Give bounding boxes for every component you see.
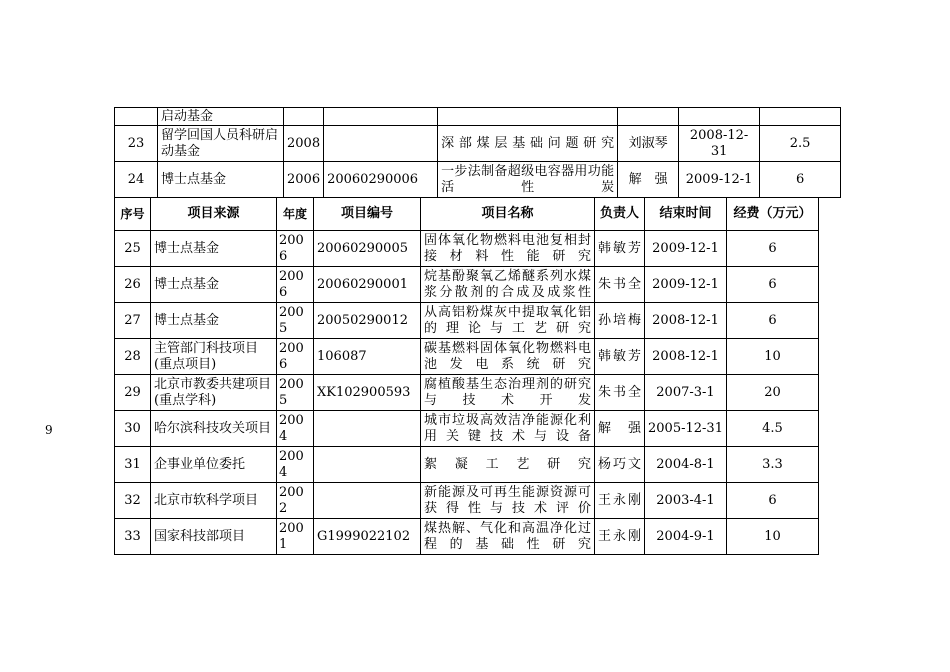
- table-row: [115, 108, 841, 126]
- cell-source: 北京市教委共建项目(重点学科): [151, 375, 277, 411]
- cell-code: [314, 411, 421, 447]
- cell-year: 2001: [277, 519, 314, 555]
- continued-table: [114, 107, 841, 198]
- cell-source: 博士点基金: [151, 267, 277, 303]
- cell-source: 企事业单位委托: [151, 447, 277, 483]
- cell-source: 留学回国人员科研启动基金: [158, 126, 284, 162]
- cell-year: 2004: [277, 411, 314, 447]
- cell-fund: 2.5: [760, 126, 841, 162]
- header-year: 年度: [277, 198, 314, 231]
- cell-year: 2006: [284, 162, 324, 198]
- table-row: [115, 483, 819, 519]
- cell-end: 2007-3-1: [645, 375, 727, 411]
- cell-no: 25: [115, 231, 151, 267]
- cell-source: 主管部门科技项目(重点项目): [151, 339, 277, 375]
- table-row: [115, 411, 819, 447]
- cell-code: [324, 126, 438, 162]
- header-source: 项目来源: [151, 198, 277, 231]
- cell-source: 国家科技部项目: [151, 519, 277, 555]
- cell-year: 2005: [277, 303, 314, 339]
- projects-table: [114, 197, 819, 555]
- cell-end: 2008-12-31: [679, 126, 760, 162]
- cell-source: 博士点基金: [151, 303, 277, 339]
- cell-no: 23: [115, 126, 158, 162]
- cell-leader: 王永刚: [595, 519, 645, 555]
- header-no: 序号: [115, 198, 151, 231]
- cell-fund: 6: [760, 162, 841, 198]
- cell-code: [314, 447, 421, 483]
- cell-leader: 刘淑琴: [618, 126, 679, 162]
- cell-no: 33: [115, 519, 151, 555]
- page-number: 9: [45, 423, 53, 437]
- table-row: [115, 126, 841, 162]
- cell-code: 20060290001: [314, 267, 421, 303]
- cell-fund: 3.3: [727, 447, 819, 483]
- cell-code: G1999022102: [314, 519, 421, 555]
- cell-year: 2002: [277, 483, 314, 519]
- cell-source: 哈尔滨科技攻关项目: [151, 411, 277, 447]
- cell-fund: 10: [727, 519, 819, 555]
- cell-source: 博士点基金: [151, 231, 277, 267]
- cell-name: 新能源及可再生能源资源可获得性与技术评价: [421, 483, 595, 519]
- cell-year: [284, 108, 324, 126]
- cell-leader: 韩敏芳: [595, 231, 645, 267]
- cell-fund: 6: [727, 303, 819, 339]
- cell-code: [314, 483, 421, 519]
- cell-name: 烷基酚聚氧乙烯醚系列水煤浆分散剂的合成及成浆性: [421, 267, 595, 303]
- cell-year: 2004: [277, 447, 314, 483]
- cell-no: 31: [115, 447, 151, 483]
- cell-no: 24: [115, 162, 158, 198]
- cell-name: 絮凝工艺研究: [421, 447, 595, 483]
- cell-leader: 杨巧文: [595, 447, 645, 483]
- header-name: 项目名称: [421, 198, 595, 231]
- header-leader: 负责人: [595, 198, 645, 231]
- cell-leader: [618, 108, 679, 126]
- cell-fund: 10: [727, 339, 819, 375]
- cell-source: 启动基金: [158, 108, 284, 126]
- cell-leader: 韩敏芳: [595, 339, 645, 375]
- cell-end: 2008-12-1: [645, 339, 727, 375]
- cell-code: 20060290005: [314, 231, 421, 267]
- cell-name: 从高铝粉煤灰中提取氧化铝的理论与工艺研究: [421, 303, 595, 339]
- cell-source: 北京市软科学项目: [151, 483, 277, 519]
- cell-code: 106087: [314, 339, 421, 375]
- cell-name: 碳基燃料固体氧化物燃料电池发电系统研究: [421, 339, 595, 375]
- table-row: [115, 375, 819, 411]
- cell-fund: 6: [727, 483, 819, 519]
- cell-end: 2005-12-31: [645, 411, 727, 447]
- cell-no: 27: [115, 303, 151, 339]
- table-row: [115, 519, 819, 555]
- cell-name: 煤热解、气化和高温净化过程的基础性研究: [421, 519, 595, 555]
- cell-name: 深部煤层基础问题研究: [438, 126, 618, 162]
- cell-end: 2004-9-1: [645, 519, 727, 555]
- cell-no: 28: [115, 339, 151, 375]
- cell-name: 城市垃圾高效洁净能源化利用关键技术与设备: [421, 411, 595, 447]
- cell-leader: 解 强: [595, 411, 645, 447]
- cell-no: [115, 108, 158, 126]
- cell-end: 2009-12-1: [645, 231, 727, 267]
- cell-name: 一步法制备超级电容器用功能活性炭: [438, 162, 618, 198]
- cell-year: 2006: [277, 267, 314, 303]
- cell-fund: 20: [727, 375, 819, 411]
- cell-code: 20060290006: [324, 162, 438, 198]
- cell-end: 2004-8-1: [645, 447, 727, 483]
- cell-year: 2006: [277, 231, 314, 267]
- table-row: [115, 162, 841, 198]
- cell-code: 20050290012: [314, 303, 421, 339]
- cell-leader: 朱书全: [595, 267, 645, 303]
- cell-no: 26: [115, 267, 151, 303]
- cell-source: 博士点基金: [158, 162, 284, 198]
- cell-fund: 6: [727, 231, 819, 267]
- cell-leader: 朱书全: [595, 375, 645, 411]
- header-row: [115, 198, 819, 231]
- cell-no: 30: [115, 411, 151, 447]
- cell-no: 29: [115, 375, 151, 411]
- cell-fund: [760, 108, 841, 126]
- table-row: [115, 303, 819, 339]
- cell-end: 2003-4-1: [645, 483, 727, 519]
- cell-end: [679, 108, 760, 126]
- cell-name: 固体氧化物燃料电池复相封接材料性能研究: [421, 231, 595, 267]
- cell-code: XK102900593: [314, 375, 421, 411]
- cell-end: 2008-12-1: [645, 303, 727, 339]
- cell-end: 2009-12-1: [645, 267, 727, 303]
- table-row: [115, 339, 819, 375]
- cell-name: [438, 108, 618, 126]
- cell-leader: 王永刚: [595, 483, 645, 519]
- cell-no: 32: [115, 483, 151, 519]
- cell-code: [324, 108, 438, 126]
- table-row: [115, 267, 819, 303]
- cell-leader: 解 强: [618, 162, 679, 198]
- table-row: [115, 231, 819, 267]
- cell-fund: 6: [727, 267, 819, 303]
- cell-end: 2009-12-1: [679, 162, 760, 198]
- header-code: 项目编号: [314, 198, 421, 231]
- cell-year: 2006: [277, 339, 314, 375]
- cell-leader: 孙培梅: [595, 303, 645, 339]
- table-row: [115, 447, 819, 483]
- cell-fund: 4.5: [727, 411, 819, 447]
- cell-year: 2005: [277, 375, 314, 411]
- header-fund: 经费（万元）: [727, 198, 819, 231]
- cell-name: 腐植酸基生态治理剂的研究与技术开发: [421, 375, 595, 411]
- cell-year: 2008: [284, 126, 324, 162]
- header-end: 结束时间: [645, 198, 727, 231]
